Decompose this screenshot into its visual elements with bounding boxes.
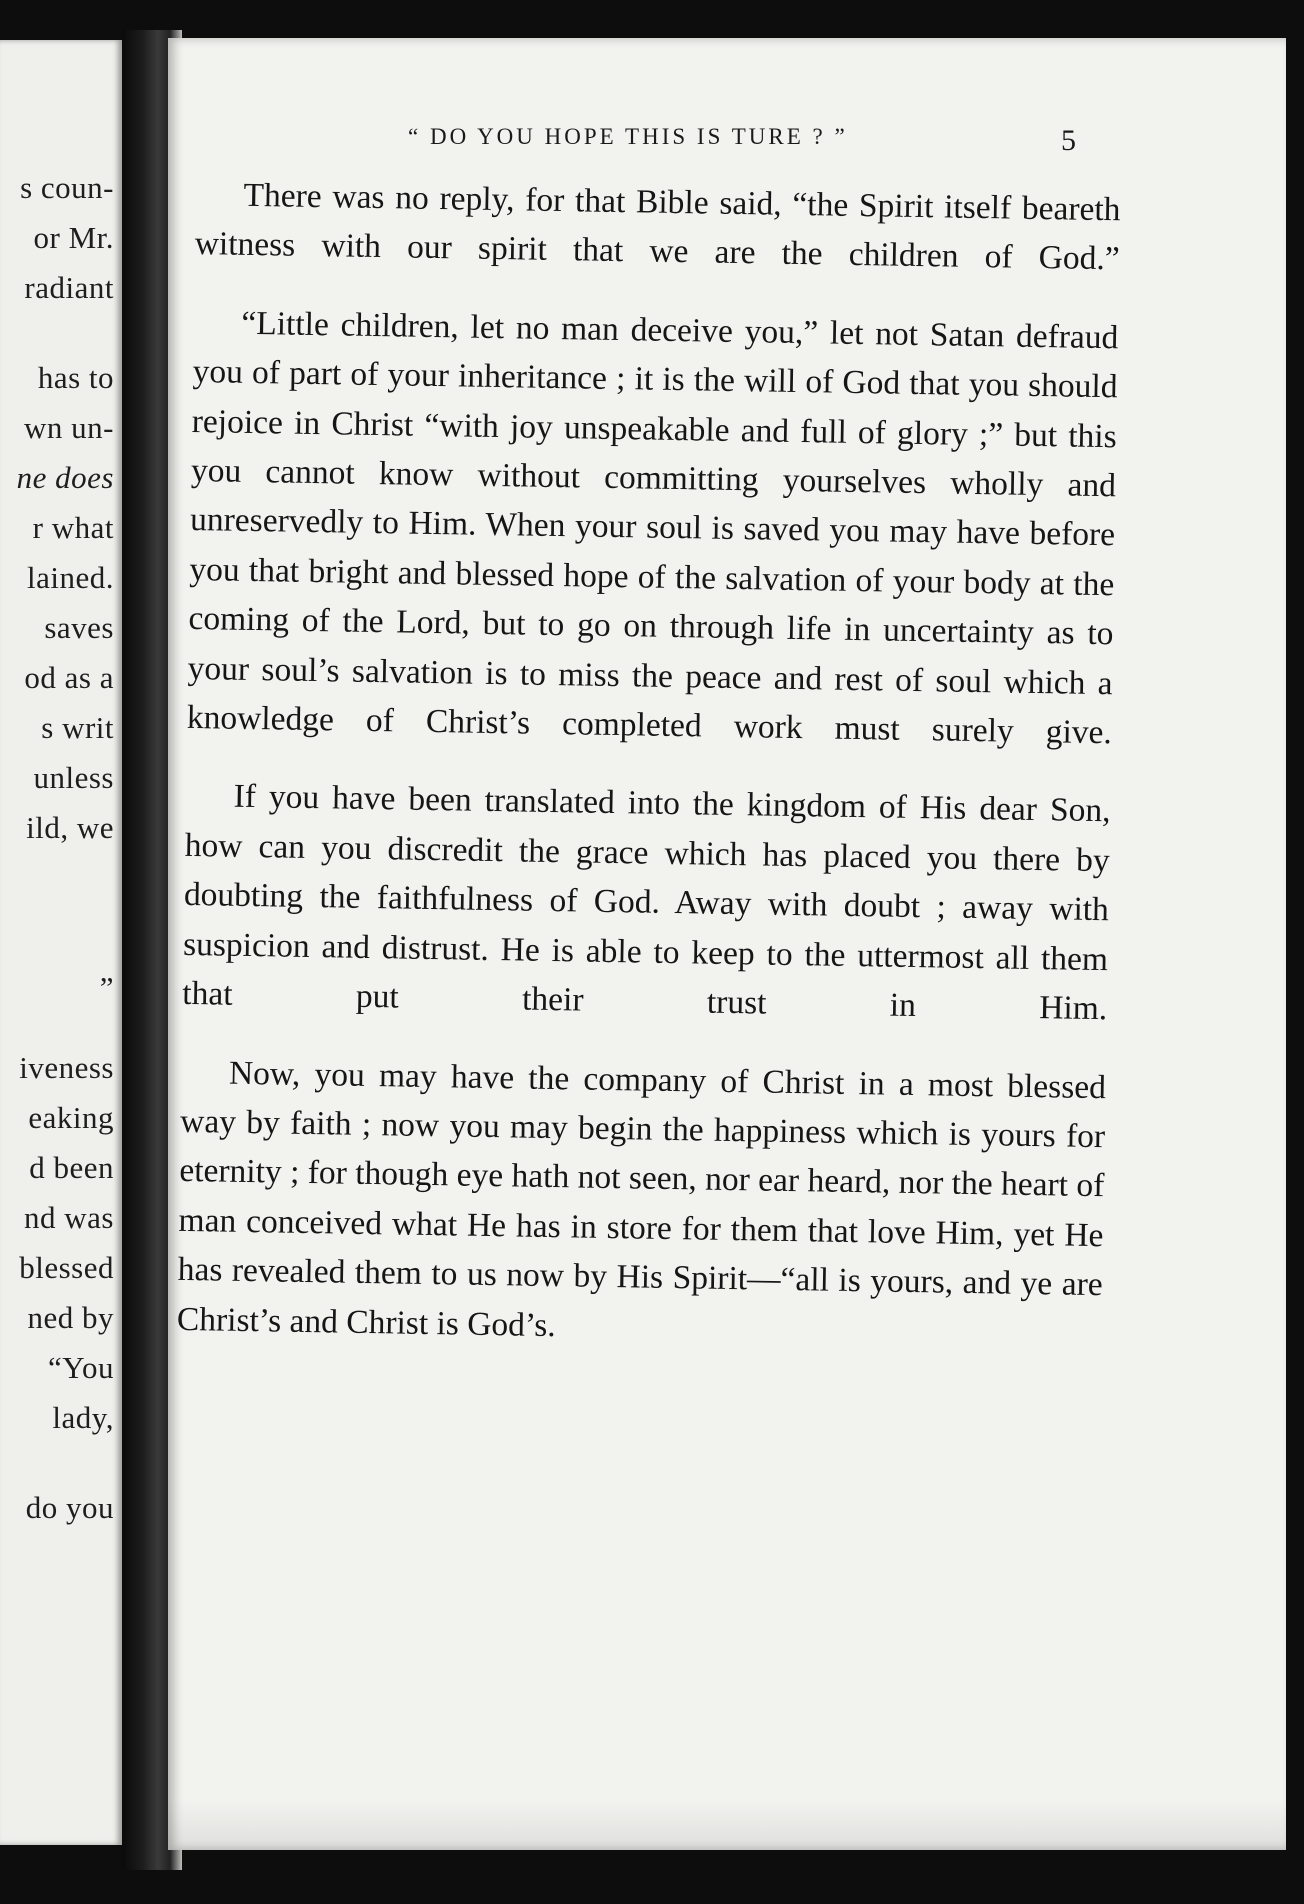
left-page-line: ned by	[27, 1300, 114, 1335]
left-page-line: ild, we	[26, 810, 114, 845]
left-page-line: “You	[47, 1350, 114, 1385]
left-page-line: iveness	[19, 1050, 114, 1085]
left-page-line: lady,	[52, 1400, 114, 1435]
paragraph-company-of-christ: Now, you may have the company of Christ in a most blessed way by faith ; now you may begin the happiness which is yours for eternity ; for though eye hath not seen, nor ear heard, nor the heart of man conceived what He has in store for them that love Him, yet He has revealed them to us now by His Spirit—“all is yours, and ye are Christ’s and Christ is God’s.	[176, 1054, 1107, 1344]
left-page-line: or Mr.	[33, 220, 114, 255]
left-page-line: has to	[37, 360, 114, 395]
left-page-line: do you	[25, 1490, 114, 1525]
page-number: 5	[1061, 124, 1076, 157]
previous-page-fragment	[0, 40, 122, 1845]
left-page-line: eaking	[28, 1100, 114, 1135]
paragraph-little-children: “Little children, let no man deceive you,” let not Satan defraud you of part of your inheritance ; it is the will of God that you should rejoice in Christ “with joy unspeakable and full of glory ;” but this you cannot know without committing yourselves wholly and unreservedly to Him. When your soul is saved you may have before you that bright and blessed hope of the salvation of your body at the coming of the Lord, but to go on through life in uncertainty as to your soul’s salvation is to miss the peace and rest of soul which a knowledge of Christ’s completed work must surely give.	[186, 304, 1119, 752]
left-page-line: ”	[99, 970, 114, 1005]
page-bottom-shadow	[168, 1800, 1286, 1850]
paragraph-reply: There was no reply, for that Bible said, “the Spirit itself beareth witness with our spirit that we are the children of God.”	[194, 176, 1121, 278]
running-head: “ DO YOU HOPE THIS IS TURE ? ”	[408, 124, 848, 149]
current-page	[168, 38, 1286, 1850]
left-page-line: s writ	[41, 710, 114, 745]
left-page-line: blessed	[19, 1250, 114, 1285]
left-page-line: wn un-	[24, 410, 114, 445]
left-page-line: nd was	[24, 1200, 114, 1235]
left-page-line: unless	[33, 760, 114, 795]
left-page-line: s coun-	[20, 170, 114, 205]
left-page-line: lained.	[27, 560, 114, 595]
left-page-line: r what	[32, 510, 114, 545]
left-page-line: ne does	[16, 460, 114, 495]
page-body	[176, 170, 1121, 1388]
paragraph-translated-kingdom: If you have been translated into the kingdom of His dear Son, how can you discredit the grace which has placed you there by doubting the faithfulness of God. Away with doubt ; away with suspicion and distrust. He is able to keep to the uttermost all them that put their trust in Him.	[182, 778, 1111, 1028]
left-page-line: d been	[29, 1150, 114, 1185]
left-page-line: od as a	[24, 660, 114, 695]
left-page-line: radiant	[24, 270, 114, 305]
left-page-line: saves	[44, 610, 114, 645]
